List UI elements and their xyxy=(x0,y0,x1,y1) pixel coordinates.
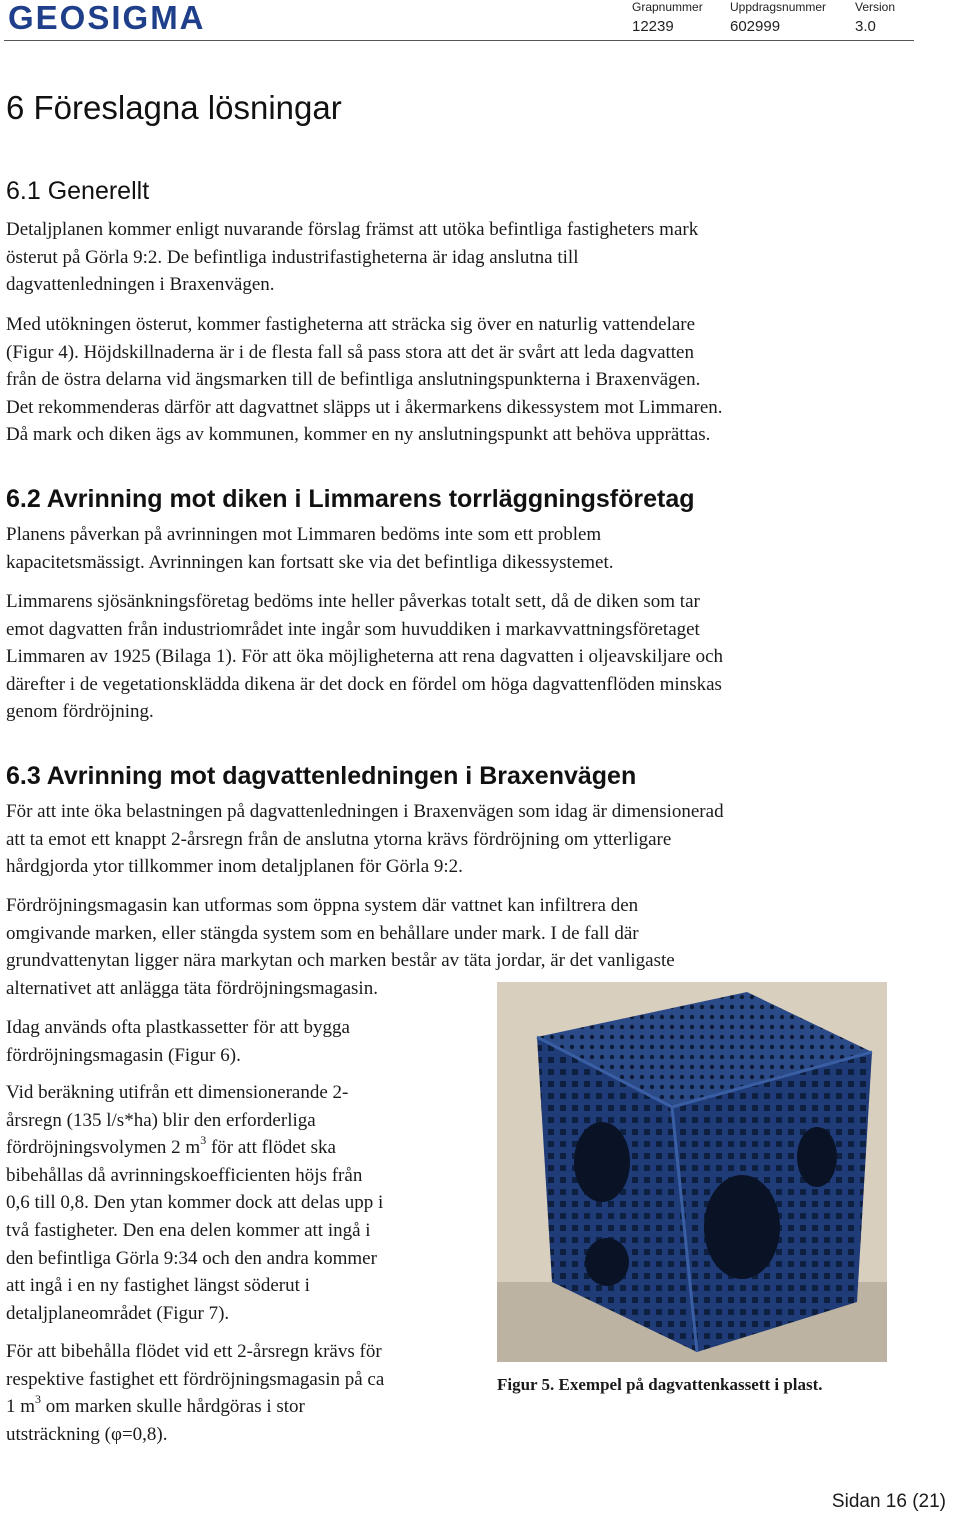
uppdragsnummer-value: 602999 xyxy=(730,18,781,35)
text-line: Med utökningen österut, kommer fastigheterna att sträcka sig över en naturlig vattendelare xyxy=(6,314,696,335)
text-line: grundvattenytan ligger nära markytan och marken består av täta jordar, är det vanligaste xyxy=(6,950,675,972)
section-6-1-paragraph-1 xyxy=(6,216,911,299)
text-line: årsregn (135 l/s*ha) blir den erforderliga xyxy=(6,1109,316,1131)
text-line: Det rekommenderas därför att dagvattnet släpps ut i åkermarkens dikessystem mot Limmaren. xyxy=(6,396,723,418)
text-line: alternativet att anlägga täta fördröjningsmagasin. xyxy=(6,977,378,999)
text-line: genom fördröjning. xyxy=(6,701,154,723)
uppdragsnummer-label: Uppdragsnummer xyxy=(730,0,827,14)
text-line: Limmarens sjösänkningsföretag bedöms inte heller påverkas totalt sett, då de diken som tar xyxy=(6,591,700,612)
dagvattenkassett-photo xyxy=(497,982,887,1362)
section-6-3-paragraph-1 xyxy=(6,798,911,881)
text-line: bibehållas då avrinningskoefficienten höjs från xyxy=(6,1164,363,1186)
text-line: Då mark och diken ägs av kommunen, kommer en ny anslutningspunkt att behöva upprättas. xyxy=(6,424,711,446)
text-line: Limmaren av 1925 (Bilaga 1). För att öka möjligheterna att rena dagvatten i oljeavskiljare och xyxy=(6,646,724,668)
section-6-3-paragraph-5 xyxy=(6,1338,486,1448)
text-line: Idag används ofta plastkassetter för att bygga xyxy=(6,1017,350,1038)
text-line: Fördröjningsmagasin kan utformas som öppna system där vattnet kan infiltrera den xyxy=(6,895,639,916)
section-6-2-paragraph-1 xyxy=(6,521,911,576)
superscript: 3 xyxy=(200,1132,207,1147)
text-line: respektive fastighet ett fördröjningsmagasin på ca xyxy=(6,1368,385,1390)
grapnummer-label: Grapnummer xyxy=(632,0,703,14)
section-6-1-heading: 6.1 Generellt xyxy=(6,177,150,205)
section-6-3-heading: 6.3 Avrinning mot dagvattenledningen i Braxenvägen xyxy=(6,762,637,790)
grapnummer-value: 12239 xyxy=(632,18,674,35)
text-line: två fastigheter. Den ena delen kommer att ingå i xyxy=(6,1219,371,1241)
text-line: kapacitetsmässigt. Avrinningen kan fortsatt ske via det befintliga dikessystemet. xyxy=(6,551,614,573)
section-6-2-heading: 6.2 Avrinning mot diken i Limmarens torrläggningsföretag xyxy=(6,485,695,513)
header-divider xyxy=(4,40,914,41)
text-line: för att flödet ska xyxy=(206,1137,336,1159)
geosigma-logo: GEOSIGMA xyxy=(8,0,206,36)
text-line: Detaljplanen kommer enligt nuvarande förslag främst att utöka befintliga fastigheters mark xyxy=(6,219,699,240)
text-line: detaljplaneområdet (Figur 7). xyxy=(6,1302,230,1324)
text-line: från de östra delarna vid ängsmarken till de befintliga anslutningspunkterna i Braxenvägen. xyxy=(6,369,701,391)
section-6-1-paragraph-2 xyxy=(6,311,911,449)
text-line: 0,6 till 0,8. Den ytan kommer dock att delas upp i xyxy=(6,1192,384,1214)
superscript: 3 xyxy=(35,1391,42,1406)
text-line: fördröjningsvolymen 2 m xyxy=(6,1137,201,1159)
figure-caption: Figur 5. Exempel på dagvattenkassett i plast. xyxy=(497,1375,823,1394)
chapter-title: 6 Föreslagna lösningar xyxy=(6,89,342,126)
version-value: 3.0 xyxy=(855,18,876,35)
section-6-2-paragraph-2 xyxy=(6,588,911,726)
version-label: Version xyxy=(855,0,896,14)
text-line: österut på Görla 9:2. De befintliga industrifastigheterna är idag anslutna till xyxy=(6,246,579,268)
text-line: emot dagvatten från industriområdet inte ingår som huvuddiken i markavvattningsföretaget xyxy=(6,618,700,640)
text-line: omgivande marken, eller stängda system som en behållare under mark. I de fall där xyxy=(6,922,639,944)
text-line: 1 m xyxy=(6,1396,36,1418)
text-line: Planens påverkan på avrinningen mot Limmaren bedöms inte som ett problem xyxy=(6,524,602,545)
text-line: den befintliga Görla 9:34 och den andra kommer xyxy=(6,1247,377,1269)
text-line: därefter i de vegetationsklädda dikena är det dock en fördel om höga dagvattenflöden minskas xyxy=(6,673,722,695)
text-line: (Figur 4). Höjdskillnaderna är i de flesta fall så pass stora att det är svårt att leda dagvatten xyxy=(6,341,694,363)
text-line: fördröjningsmagasin (Figur 6). xyxy=(6,1044,241,1066)
text-line: att ingå i en ny fastighet längst söderut i xyxy=(6,1275,310,1297)
text-line: Vid beräkning utifrån ett dimensionerande 2- xyxy=(6,1082,349,1103)
section-6-3-paragraph-4 xyxy=(6,1079,486,1327)
text-line: För att bibehålla flödet vid ett 2-årsregn krävs för xyxy=(6,1341,382,1362)
text-line: om marken skulle hårdgöras i stor xyxy=(41,1396,305,1418)
text-line: hårdgjorda ytor tillkommer inom detaljplanen för Görla 9:2. xyxy=(6,856,463,878)
page-number: Sidan 16 (21) xyxy=(831,1491,946,1512)
text-line: För att inte öka belastningen på dagvattenledningen i Braxenvägen som idag är dimensionerad xyxy=(6,801,724,822)
text-line: dagvattenledningen i Braxenvägen. xyxy=(6,274,275,296)
section-6-3-paragraph-3 xyxy=(6,1014,486,1069)
text-line: att ta emot ett knappt 2-årsregn från de anslutna ytorna krävs fördröjning om ytterligare xyxy=(6,828,672,850)
text-line: utsträckning (φ=0,8). xyxy=(6,1423,168,1445)
